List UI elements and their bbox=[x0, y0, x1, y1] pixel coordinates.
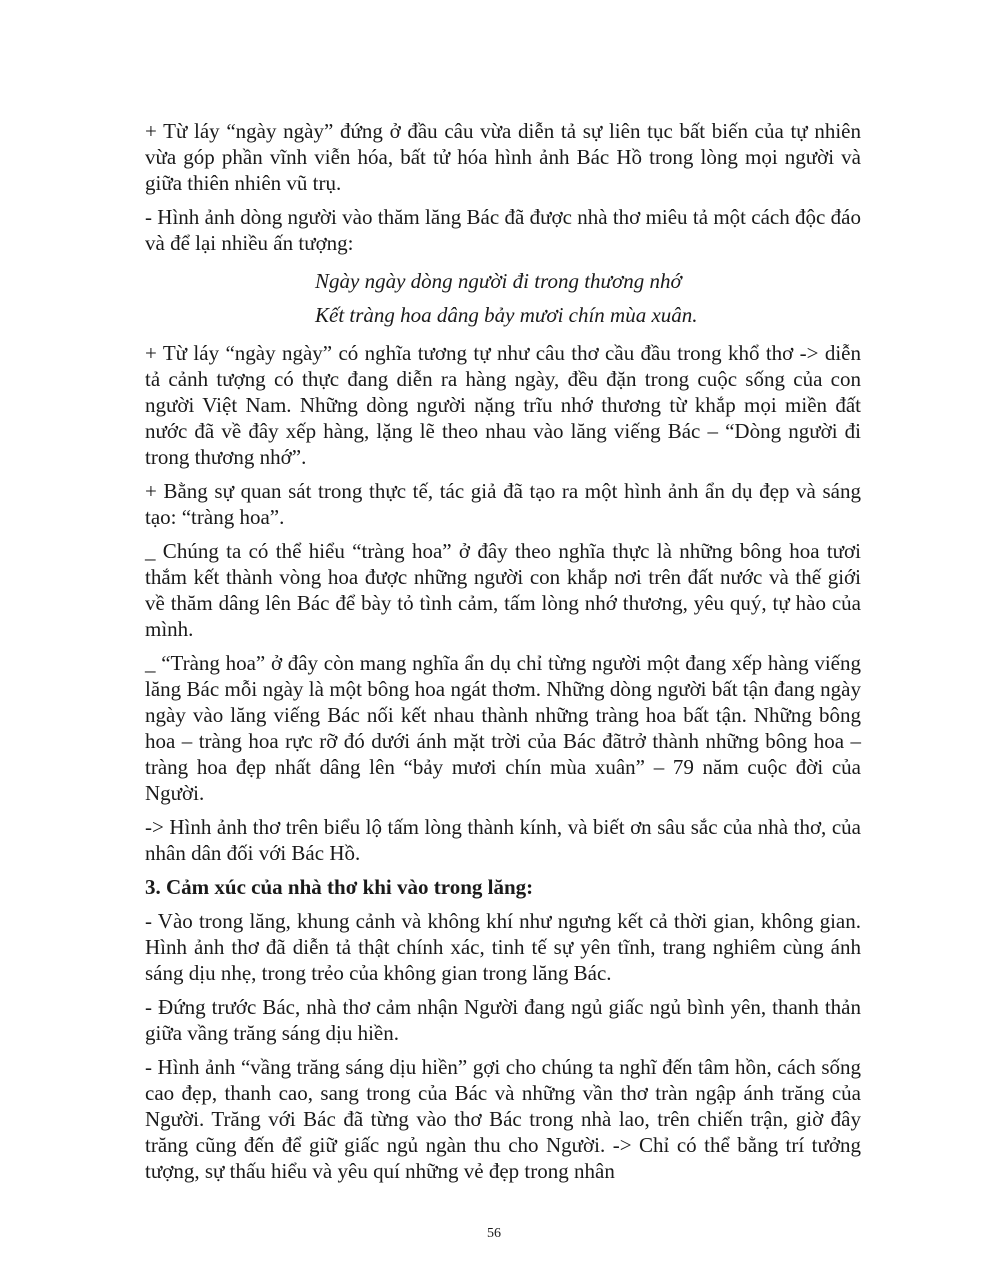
paragraph: - Vào trong lăng, khung cảnh và không khí như ngưng kết cả thời gian, không gian. Hình ảnh thơ đã diễn tả thật chính xác, tinh tế sự yên tĩnh, trang nghiêm cùng ánh sáng dịu nhẹ, trong trẻo của không gian trong lăng Bác. bbox=[145, 909, 861, 985]
page-content bbox=[145, 118, 861, 1192]
poem-line: Kết tràng hoa dâng bảy mươi chín mùa xuân. bbox=[315, 303, 698, 327]
paragraph: _ Chúng ta có thể hiểu “tràng hoa” ở đây theo nghĩa thực là những bông hoa tươi thắm kết thành vòng hoa được những người con khắp nơi trên đất nước và thế giới về thăm dâng lên Bác để bày tỏ tình cảm, tấm lòng nhớ thương, yêu quý, tự hào của mình. bbox=[145, 539, 861, 641]
paragraph: + Từ láy “ngày ngày” đứng ở đầu câu vừa diễn tả sự liên tục bất biến của tự nhiên vừa góp phần vĩnh viễn hóa, bất tử hóa hình ảnh Bác Hồ trong lòng mọi người và giữa thiên nhiên vũ trụ. bbox=[145, 119, 861, 195]
paragraph: - Đứng trước Bác, nhà thơ cảm nhận Người đang ngủ giấc ngủ bình yên, thanh thản giữa vầng trăng sáng dịu hiền. bbox=[145, 995, 861, 1045]
poem-line: Ngày ngày dòng người đi trong thương nhớ bbox=[315, 269, 682, 293]
paragraph: + Từ láy “ngày ngày” có nghĩa tương tự như câu thơ cầu đầu trong khổ thơ -> diễn tả cảnh tượng có thực đang diễn ra hàng ngày, đều đặn trong cuộc sống của con người Việt Nam. Những dòng người nặng trĩu nhớ thương từ khắp mọi miền đất nước đã về đây xếp hàng, lặng lẽ theo nhau vào lăng viếng Bác – “Dòng người đi trong thương nhớ”. bbox=[145, 341, 861, 469]
paragraph: -> Hình ảnh thơ trên biểu lộ tấm lòng thành kính, và biết ơn sâu sắc của nhà thơ, của nhân dân đối với Bác Hồ. bbox=[145, 815, 861, 865]
paragraph: - Hình ảnh “vầng trăng sáng dịu hiền” gợi cho chúng ta nghĩ đến tâm hồn, cách sống cao đẹp, thanh cao, sang trong của Bác và những vần thơ tràn ngập ánh trăng của Người. Trăng với Bác đã từng vào thơ Bác trong nhà lao, trên chiến trận, giờ đây trăng cũng đến để giữ giấc ngủ ngàn thu cho Người. -> Chỉ có thể bằng trí tưởng tượng, sự thấu hiểu và yêu quí những vẻ đẹp trong nhân bbox=[145, 1055, 861, 1183]
page-number: 56 bbox=[487, 1226, 501, 1241]
paragraph: - Hình ảnh dòng người vào thăm lăng Bác đã được nhà thơ miêu tả một cách độc đáo và để lại nhiều ấn tượng: bbox=[145, 205, 861, 255]
paragraph: _ “Tràng hoa” ở đây còn mang nghĩa ẩn dụ chỉ từng người một đang xếp hàng viếng lăng Bác mỗi ngày là một bông hoa ngát thơm. Những dòng người bất tận đang ngày ngày vào lăng viếng Bác nối kết nhau thành những tràng hoa bất tận. Những bông hoa – tràng hoa rực rỡ đó dưới ánh mặt trời của Bác đãtrở thành những bông hoa – tràng hoa đẹp nhất dâng lên “bảy mươi chín mùa xuân” – 79 năm cuộc đời của Người. bbox=[145, 651, 861, 805]
section-heading: 3. Cảm xúc của nhà thơ khi vào trong lăng: bbox=[145, 875, 534, 899]
paragraph: + Bằng sự quan sát trong thực tế, tác giả đã tạo ra một hình ảnh ẩn dụ đẹp và sáng tạo: “tràng hoa”. bbox=[145, 479, 861, 529]
